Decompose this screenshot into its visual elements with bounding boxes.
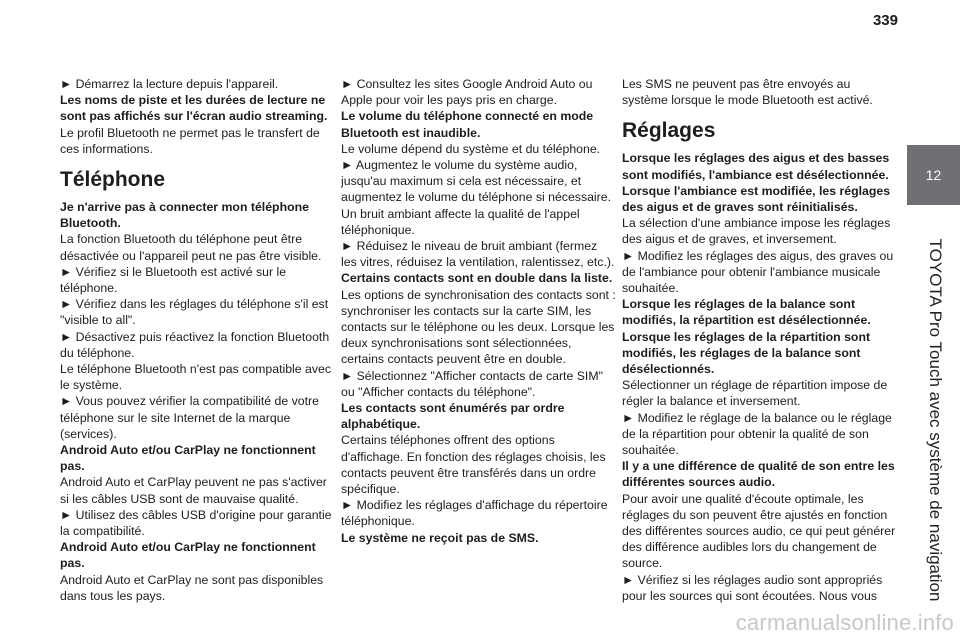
paragraph: La fonction Bluetooth du téléphone peut être désactivée ou l'appareil peut ne pas être visible.	[60, 232, 322, 263]
paragraph: Sélectionner un réglage de répartition impose de régler la balance et inversement.	[622, 378, 888, 409]
column-2	[341, 76, 616, 546]
section-heading: Réglages	[622, 119, 716, 143]
paragraph: Les options de synchronisation des contacts sont : synchroniser les contacts sur la carte SIM, les contacts sur le téléphone ou les deux. Lorsque les deux synchronisations sont sélectionnées, certains contacts peuvent être en double.	[341, 287, 616, 367]
paragraph: ► Utilisez des câbles USB d'origine pour garantie la compatibilité.	[60, 507, 332, 539]
column-3	[622, 76, 897, 604]
paragraph: Android Auto et CarPlay peuvent ne pas s'activer si les câbles USB sont de mauvaise qualité.	[60, 475, 327, 506]
paragraph: ► Vérifiez si les réglages audio sont appropriés pour les sources qui sont écoutées. Nous vous	[622, 572, 883, 603]
paragraph: ► Réduisez le niveau de bruit ambiant (fermez les vitres, réduisez la ventilation, ralentissez, etc.).	[341, 239, 615, 270]
paragraph: ► Vous pouvez vérifier la compatibilité de votre téléphone sur le site Internet de la marque (services).	[60, 394, 319, 441]
paragraph: Un bruit ambiant affecte la qualité de l'appel téléphonique.	[341, 206, 580, 237]
question-heading: Lorsque les réglages des aigus et des basses sont modifiés, l'ambiance est désélectionnée.	[622, 151, 890, 182]
paragraph: ► Démarrez la lecture depuis l'appareil.	[60, 77, 279, 91]
watermark: carmanualsonline.info	[735, 610, 954, 635]
question-heading: Lorsque les réglages de la balance sont modifiés, la répartition est désélectionnée.	[622, 297, 871, 328]
chapter-title: TOYOTA Pro Touch avec système de navigation	[926, 238, 945, 602]
chapter-tab[interactable]: 12	[907, 145, 960, 205]
question-heading: Les contacts sont énumérés par ordre alphabétique.	[341, 401, 565, 432]
paragraph: Le profil Bluetooth ne permet pas le transfert de ces informations.	[60, 125, 320, 156]
section-heading: Téléphone	[60, 168, 166, 192]
question-heading: Android Auto et/ou CarPlay ne fonctionnent pas.	[60, 443, 316, 474]
paragraph: ► Désactivez puis réactivez la fonction Bluetooth du téléphone.	[60, 329, 330, 360]
paragraph: Certains téléphones offrent des options d'affichage. En fonction des réglages choisis, les contacts peuvent être transférés dans un ordre spécifique.	[341, 433, 606, 497]
question-heading: Le volume du téléphone connecté en mode Bluetooth est inaudible.	[341, 109, 594, 140]
paragraph: Les SMS ne peuvent pas être envoyés au système lorsque le mode Bluetooth est activé.	[622, 77, 873, 108]
column-1	[60, 76, 335, 604]
question-heading: Certains contacts sont en double dans la liste.	[341, 271, 613, 286]
question-heading: Android Auto et/ou CarPlay ne fonctionnent pas.	[60, 540, 316, 571]
paragraph: ► Augmentez le volume du système audio, jusqu'au maximum si cela est nécessaire, et augmentez le volume du téléphone si nécessaire.	[341, 158, 612, 205]
question-heading: Il y a une différence de qualité de son entre les différentes sources audio.	[622, 459, 895, 490]
question-heading: Le système ne reçoit pas de SMS.	[341, 530, 539, 545]
paragraph: Le volume dépend du système et du téléphone.	[341, 141, 601, 156]
paragraph: ► Consultez les sites Google Android Auto ou Apple pour voir les pays pris en charge.	[341, 77, 593, 108]
paragraph: Android Auto et CarPlay ne sont pas disponibles dans tous les pays.	[60, 572, 324, 603]
paragraph: ► Modifiez les réglages des aigus, des graves ou de l'ambiance pour obtenir l'ambiance musicale souhaitée.	[622, 248, 894, 296]
question-heading: Les noms de piste et les durées de lecture ne sont pas affichés sur l'écran audio streaming.	[60, 93, 328, 124]
paragraph: ► Vérifiez si le Bluetooth est activé sur le téléphone.	[60, 264, 287, 296]
page-number: 339	[872, 12, 898, 29]
paragraph: Pour avoir une qualité d'écoute optimale, les réglages du son peuvent être ajustés en fonction des différentes sources audio, ce qui peut générer des différence audibles lors du changement de source.	[622, 491, 896, 571]
question-heading: Lorsque les réglages de la répartition sont modifiés, les réglages de la balance sont désélectionnés.	[622, 329, 871, 377]
paragraph: ► Modifiez le réglage de la balance ou le réglage de la répartition pour obtenir la qualité de son souhaitée.	[622, 410, 892, 458]
paragraph: La sélection d'une ambiance impose les réglages des aigus et de graves, et inversement.	[622, 216, 891, 247]
paragraph: ► Modifiez les réglages d'affichage du répertoire téléphonique.	[341, 498, 608, 529]
question-heading: Lorsque l'ambiance est modifiée, les réglages des aigus et de graves sont réinitialisés.	[622, 183, 891, 215]
paragraph: ► Sélectionnez "Afficher contacts de carte SIM" ou "Afficher contacts du téléphone".	[341, 368, 603, 399]
question-heading: Je n'arrive pas à connecter mon téléphone Bluetooth.	[60, 200, 309, 231]
paragraph: ► Vérifiez dans les réglages du téléphone s'il est "visible to all".	[60, 297, 329, 328]
paragraph: Le téléphone Bluetooth n'est pas compatible avec le système.	[60, 362, 332, 393]
